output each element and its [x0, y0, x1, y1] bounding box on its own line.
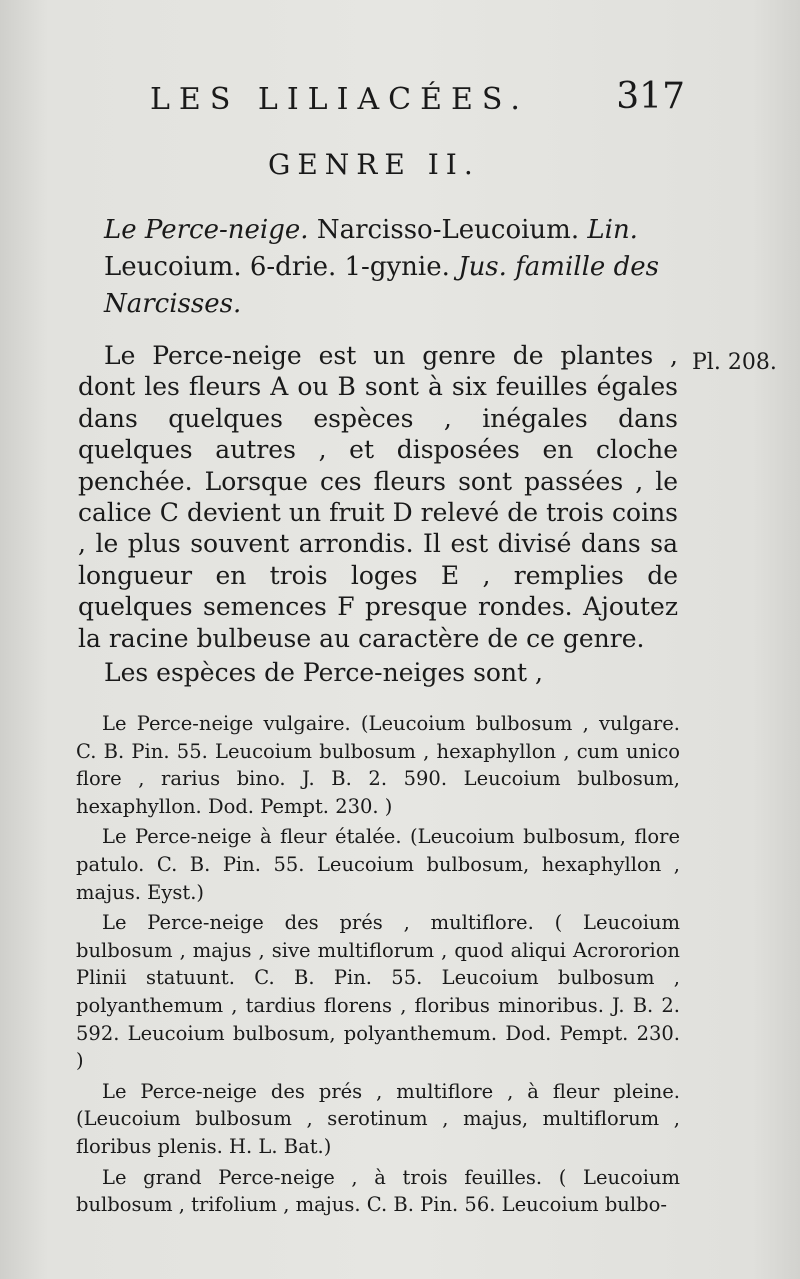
jussieu-family: famille des Narcisses. — [104, 252, 659, 319]
genus-header — [104, 212, 684, 323]
linnaeus-class: 6-drie. — [249, 252, 337, 282]
genus-synonym: Narcisso-Leucoium. — [316, 215, 580, 245]
running-head-title: LES LILIACÉES. — [150, 82, 529, 117]
genus-name: Le Perce-neige. — [104, 215, 309, 245]
species-entry: Le Perce-neige des prés , multiflore , à fleur pleine. (Leucoium bulbosum , serotinum , majus, multiflorum , floribus plenis. H. L. Bat.) — [76, 1079, 680, 1158]
page-number: 317 — [616, 76, 685, 117]
genus-description — [78, 340, 678, 654]
jussieu-abbr: Jus. — [458, 252, 507, 282]
species-list — [76, 710, 680, 1222]
species-entry: Le Perce-neige à fleur étalée. (Leucoium bulbosum, flore patulo. C. B. Pin. 55. Leucoium bulbosum, hexaphyllon , majus. Eyst.) — [76, 825, 680, 904]
genre-heading: GENRE II. — [268, 148, 480, 181]
species-heading: Les espèces de Perce-neiges sont , — [104, 658, 543, 687]
linnaeus-abbr: Lin. — [587, 215, 638, 245]
species-entry: Le Perce-neige des prés , multiflore. ( Leucoium bulbosum , majus , sive multiflorum , quod aliqui Acrororion Plinii statuunt. C. B. Pin. 55. Leucoium bulbosum , polyanthemum , tardius florens , floribus minoribus. J. B. 2. 592. Leucoium bulbosum, polyanthemum. Dod. Pempt. 230. ) — [76, 911, 680, 1073]
plate-reference: Pl. 208. — [692, 350, 777, 375]
linnaeus-order: 1-gynie. — [344, 252, 450, 282]
linnaeus-genus: Leucoium. — [104, 252, 242, 282]
description-text: Le Perce-neige est un genre de plantes , dont les fleurs A ou B sont à six feuilles égales dans quelques espèces , inégales dans quelques autres , et disposées en cloche penchée. Lorsque ces fleurs sont passées , le calice C devient un fruit D relevé de trois coins , le plus souvent arrondis. Il est divisé dans sa longueur en trois loges E , remplies de quelques semences F presque rondes. Ajoutez la racine bulbeuse au caractère de ce genre. — [78, 341, 678, 653]
species-entry: Le Perce-neige vulgaire. (Leucoium bulbosum , vulgare. C. B. Pin. 55. Leucoium bulbosum , hexaphyllon , cum unico flore , rarius bino. J. B. 2. 590. Leucoium bulbosum, hexaphyllon. Dod. Pempt. 230. ) — [76, 712, 680, 818]
species-entry: Le grand Perce-neige , à trois feuilles. ( Leucoium bulbosum , trifolium , majus. C. B. Pin. 56. Leucoium bulbo- — [76, 1165, 680, 1217]
